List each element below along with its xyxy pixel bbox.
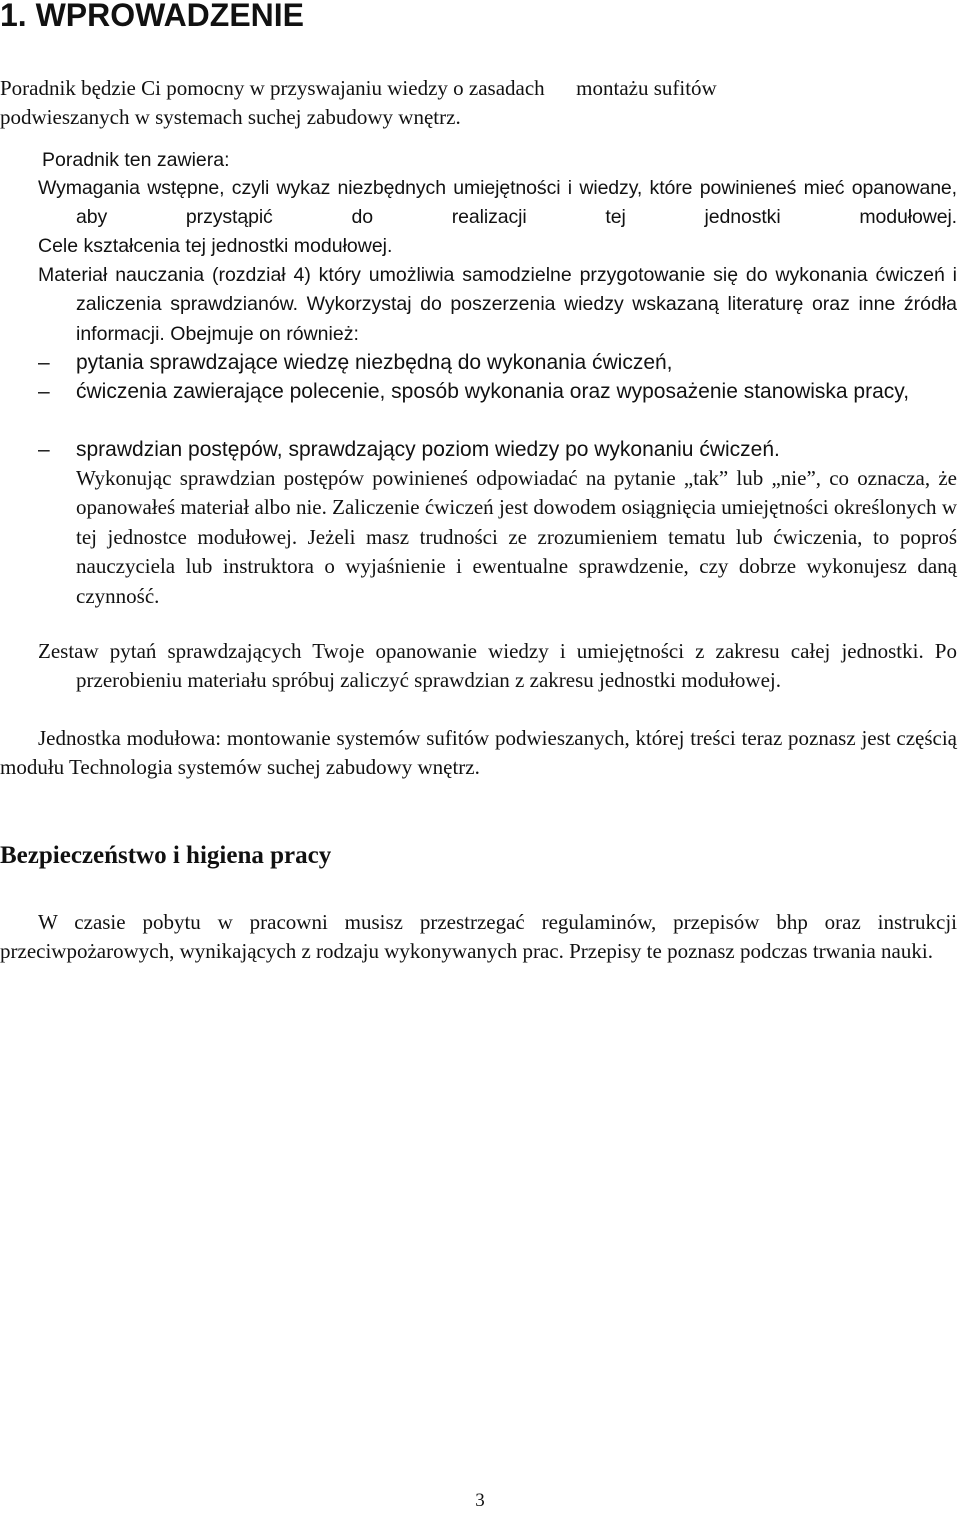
item-material <box>0 261 957 349</box>
question-set-paragraph: Zestaw pytań sprawdzających Twoje opanowanie wiedzy i umiejętności z zakresu całej jednostki. Po przerobieniu materiału spróbuj zaliczyć sprawdzian z zakresu jednostki modułowej. <box>38 639 957 693</box>
intro-line-2: podwieszanych w systemach suchej zabudowy wnętrz. <box>0 105 461 129</box>
bullet-dash: – <box>38 351 50 374</box>
bullet-dash: – <box>38 380 50 403</box>
item-material-extra: Wykorzystaj do poszerzenia wiedzy wskazaną literaturę oraz inne źródła informacji. Obejmuje on również: <box>76 293 957 345</box>
module-unit-paragraph: Jednostka modułowa: montowanie systemów sufitów podwieszanych, której treści teraz poznasz jest częścią modułu Technologia systemów suchej zabudowy wnętrz. <box>0 726 957 780</box>
item-goals: Cele kształcenia tej jednostki modułowej. <box>38 235 393 257</box>
safety-paragraph: W czasie pobytu w pracowni musisz przestrzegać regulaminów, przepisów bhp oraz instrukcji przeciwpożarowych, wynikających z rodzaju wykonywanych prac. Przepisy te poznasz podczas trwania nauki. <box>0 910 957 964</box>
list-item <box>0 435 957 464</box>
list-item <box>0 348 957 377</box>
intro-line-1: Poradnik będzie Ci pomocny w przyswajaniu wiedzy o zasadach montażu sufitów <box>0 76 717 100</box>
page-number: 3 <box>475 1490 485 1511</box>
contents-intro: Poradnik ten zawiera: <box>42 149 230 171</box>
bullet-text: ćwiczenia zawierające polecenie, sposób wykonania oraz wyposażenie stanowiska pracy, <box>76 380 910 403</box>
section-heading: 1. WPROWADZENIE <box>0 0 305 33</box>
item-material-text: Materiał nauczania (rozdział 4) który umożliwia samodzielne przygotowanie się do wykonania ćwiczeń i zaliczenia sprawdzianów. <box>38 264 957 316</box>
bullet-text: sprawdzian postępów, sprawdzający poziom wiedzy po wykonaniu ćwiczeń. <box>76 438 780 461</box>
bullet-text: pytania sprawdzające wiedzę niezbędną do wykonania ćwiczeń, <box>76 351 673 374</box>
bullet-dash: – <box>38 438 50 461</box>
list-item <box>0 377 957 406</box>
item-requirements: Wymagania wstępne, czyli wykaz niezbędnych umiejętności i wiedzy, które powinieneś mieć opanowane, aby przystąpić do realizacji tej jednostki modułowej. <box>38 177 957 229</box>
safety-heading: Bezpieczeństwo i higiena pracy <box>0 842 332 869</box>
progress-test-paragraph: Wykonując sprawdzian postępów powinieneś odpowiadać na pytanie „tak” lub „nie”, co oznacza, że opanowałeś materiał albo nie. Zaliczenie ćwiczeń jest dowodem osiągnięcia umiejętności określonych w tej jednostce modułowej. Jeżeli masz trudności ze zrozumieniem tematu lub ćwiczenia, to poproś nauczyciela lub instruktora o wyjaśnienie i ewentualne sprawdzenie, czy dobrze wykonujesz daną czynność. <box>76 466 957 608</box>
